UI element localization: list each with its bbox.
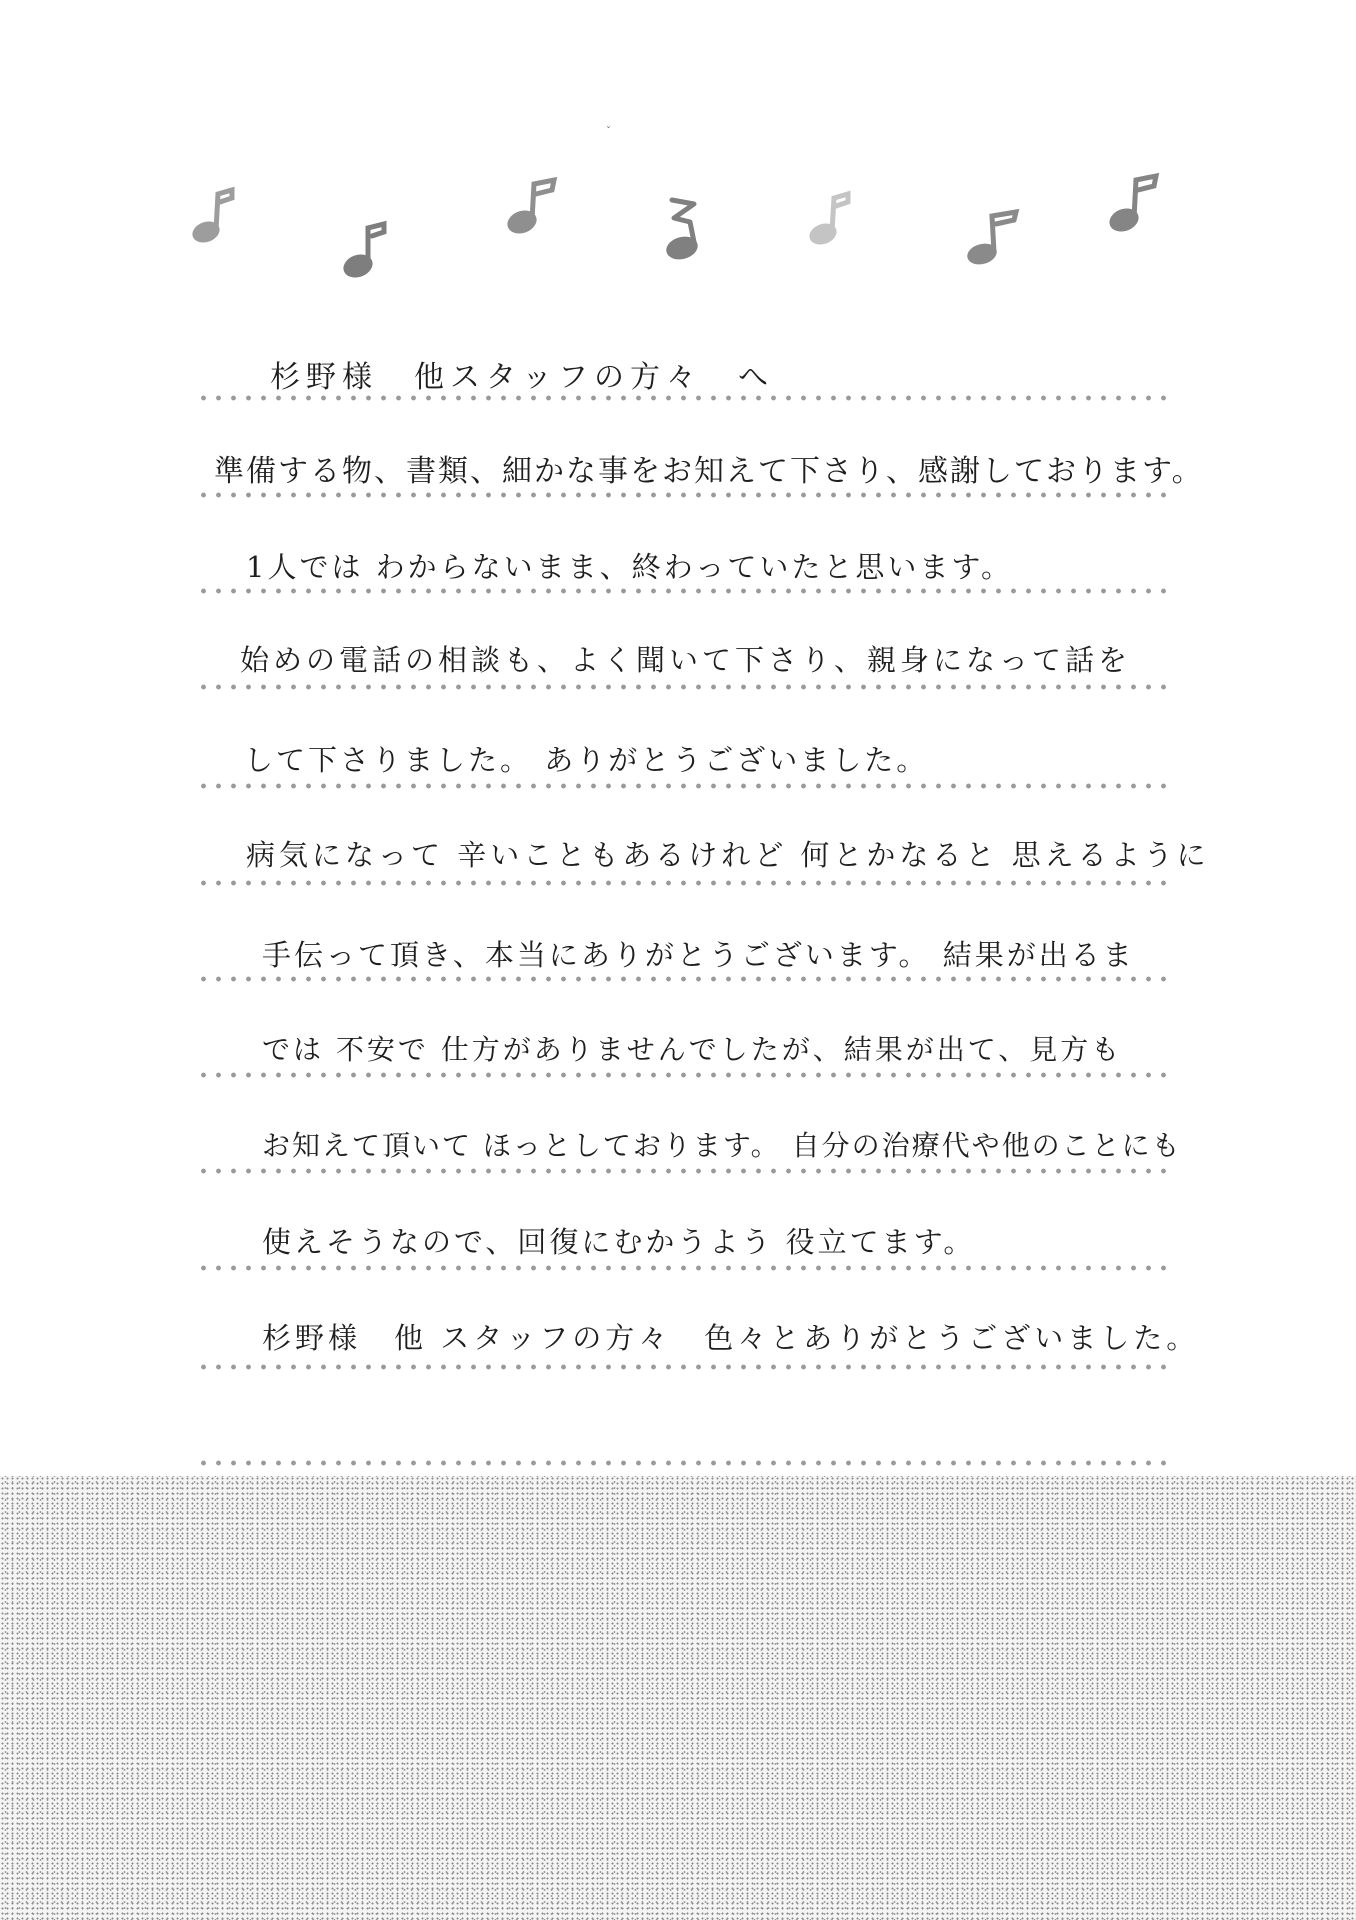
letter-line: では 不安で 仕方がありませんでしたが、結果が出て、見方も xyxy=(262,1033,1123,1066)
letter-salutation: 杉野様 他スタッフの方々 へ xyxy=(270,360,774,395)
letter-line: 手伝って頂き、本当にありがとうございます。 結果が出るま xyxy=(262,938,1135,972)
ruled-line xyxy=(196,1460,1176,1466)
ruled-line xyxy=(196,1364,1176,1370)
ruled-line xyxy=(196,976,1176,982)
letter-line: 始めの電話の相談も、よく聞いて下さり、親身になって話を xyxy=(240,643,1132,677)
letter-line: 使えそうなので、回復にむかうよう 役立てます。 xyxy=(262,1225,976,1259)
letter-closing: 杉野様 他 スタッフの方々 色々とありがとうございました。 xyxy=(262,1321,1200,1355)
ruled-line xyxy=(196,783,1176,789)
ruled-line xyxy=(196,1168,1176,1174)
ruled-line xyxy=(196,880,1176,886)
letter-line: して下さりました。 ありがとうございました。 xyxy=(244,743,929,777)
ruled-line xyxy=(196,588,1176,594)
ruled-line xyxy=(196,1072,1176,1078)
ruled-line xyxy=(196,492,1176,498)
stray-pencil-mark: ˇ xyxy=(606,126,611,137)
ruled-line xyxy=(196,684,1176,690)
letter-line: 準備する物、書類、細かな事をお知えて下さり、感謝しております。 xyxy=(214,454,1204,489)
stippled-paper-edge xyxy=(0,1476,1356,1920)
ruled-line xyxy=(196,1265,1176,1271)
letter-line: お知えて頂いて ほっとしております。 自分の治療代や他のことにも xyxy=(262,1129,1182,1162)
letter-line: 病気になって 辛いこともあるけれど 何とかなると 思えるように xyxy=(246,838,1210,872)
letter-line: 1人では わからないまま、終わっていたと思います。 xyxy=(246,550,1014,584)
ruled-line xyxy=(196,395,1176,401)
